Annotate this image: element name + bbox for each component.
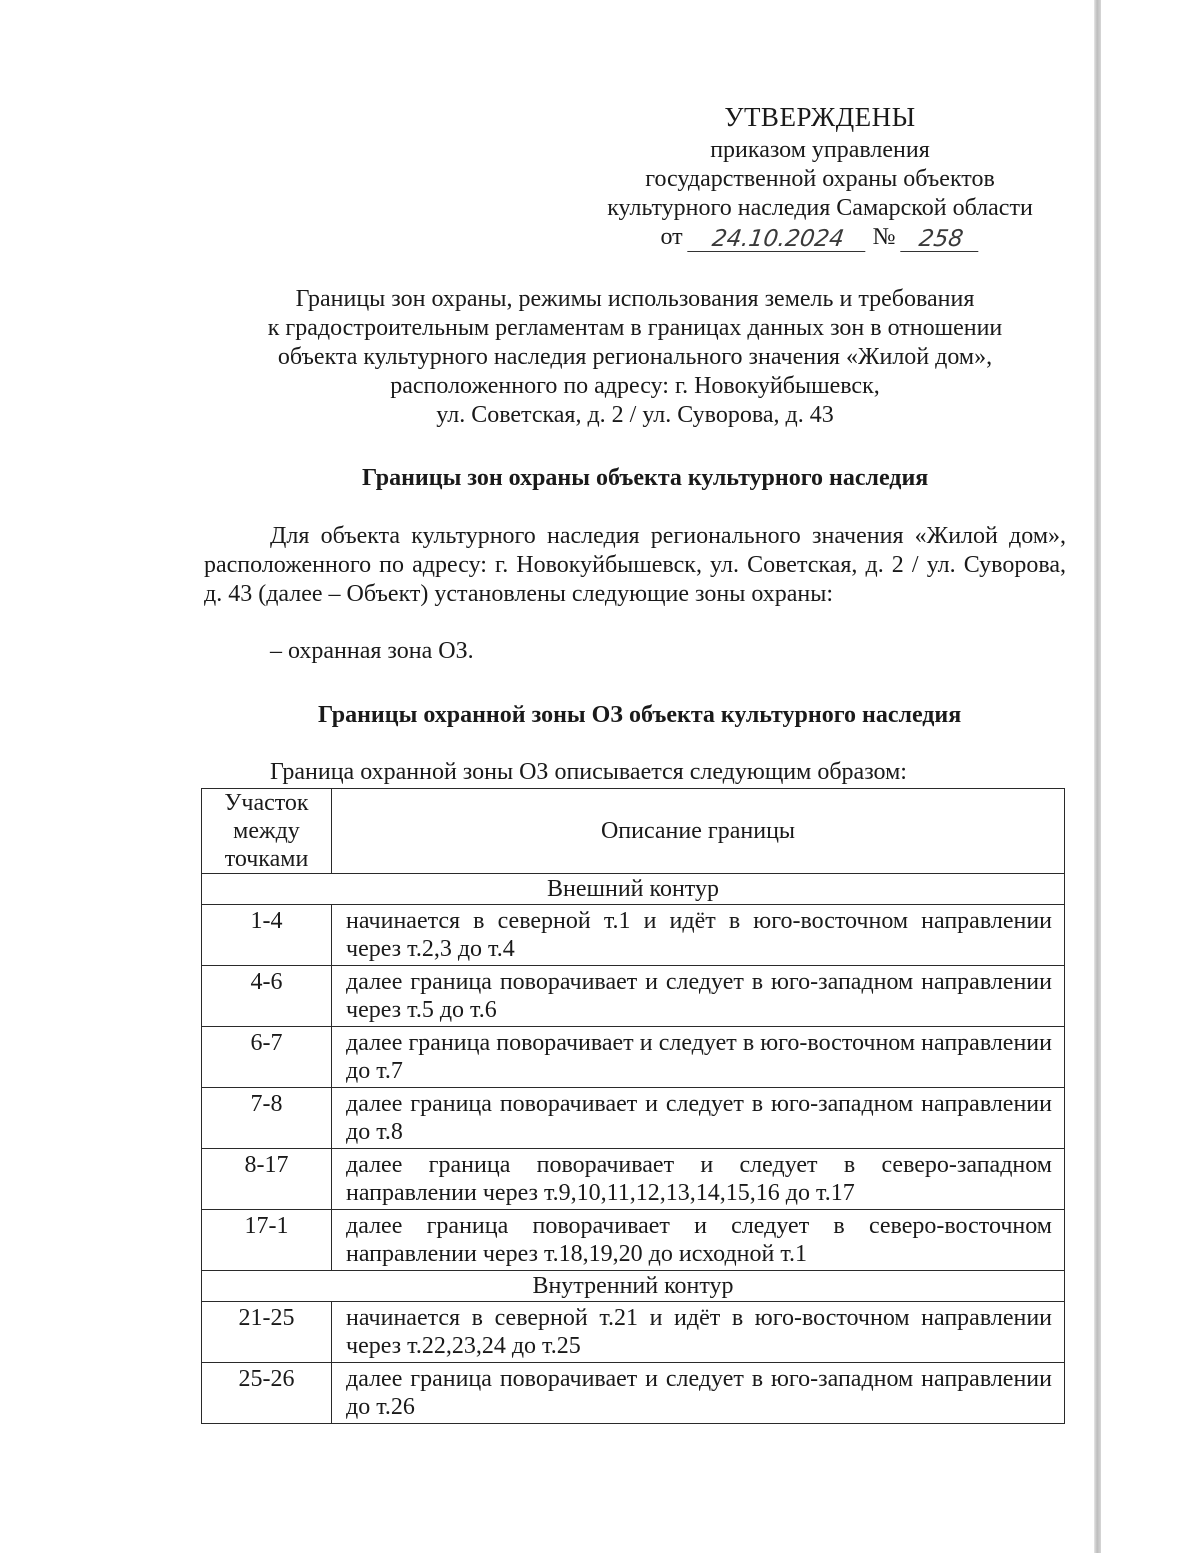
- segment-cell: 1-4: [202, 905, 332, 966]
- inner-contour-row: [202, 1271, 1065, 1302]
- section-title-protection-zones: Границы зон охраны объекта культурного наследия: [362, 465, 929, 491]
- description-cell: далее граница поворачивает и следует в юго-западном направлении до т.8: [332, 1088, 1065, 1149]
- section-title-oz-boundaries: Границы охранной зоны ОЗ объекта культурного наследия: [318, 702, 962, 728]
- table-intro: Граница охранной зоны ОЗ описывается следующим образом:: [270, 759, 907, 785]
- boundary-table: [201, 788, 1065, 1424]
- header-segment-line-1: Участок: [224, 790, 309, 816]
- segment-cell: 17-1: [202, 1210, 332, 1271]
- table-row: [202, 1302, 1065, 1363]
- heading-line-2: к градостроительным регламентам в границах данных зон в отношении: [267, 315, 1003, 341]
- handwritten-order-number: 258: [900, 227, 982, 252]
- description-cell: далее граница поворачивает и следует в юго-восточном направлении до т.7: [332, 1027, 1065, 1088]
- table-row: [202, 1027, 1065, 1088]
- header-description: Описание границы: [332, 789, 1065, 874]
- approval-line-2: государственной охраны объектов: [645, 166, 995, 192]
- description-cell: далее граница поворачивает и следует в юго-западном направлении через т.5 до т.6: [332, 966, 1065, 1027]
- document-heading: [205, 285, 1065, 430]
- table-row: [202, 905, 1065, 966]
- segment-cell: 7-8: [202, 1088, 332, 1149]
- approval-stamp: [560, 98, 1080, 252]
- table-row: [202, 1363, 1065, 1424]
- table-row: [202, 1088, 1065, 1149]
- description-cell: начинается в северной т.1 и идёт в юго-восточном направлении через т.2,3 до т.4: [332, 905, 1065, 966]
- segment-cell: 4-6: [202, 966, 332, 1027]
- heading-line-1: Границы зон охраны, режимы использования земель и требования: [295, 286, 975, 312]
- heading-line-3: объекта культурного наследия регионального значения «Жилой дом»,: [277, 344, 993, 370]
- table-row: [202, 966, 1065, 1027]
- description-cell: далее граница поворачивает и следует в северо-восточном направлении через т.18,19,20 до исходной т.1: [332, 1210, 1065, 1271]
- table-row: [202, 1210, 1065, 1271]
- segment-cell: 6-7: [202, 1027, 332, 1088]
- zone-list-item: – охранная зона ОЗ.: [270, 638, 474, 664]
- segment-cell: 21-25: [202, 1302, 332, 1363]
- zones-paragraph: Для объекта культурного наследия регионального значения «Жилой дом», расположенного по адресу: г. Новокуйбышевск, ул. Советская, д. 2 / ул. Суворова, д. 43 (далее – Объект) установлены следующие зоны охраны:: [204, 523, 1066, 607]
- description-cell: далее граница поворачивает и следует в юго-западном направлении до т.26: [332, 1363, 1065, 1424]
- description-cell: далее граница поворачивает и следует в северо-западном направлении через т.9,10,11,12,13,14,15,16 до т.17: [332, 1149, 1065, 1210]
- segment-cell: 8-17: [202, 1149, 332, 1210]
- header-segment-line-2: между: [233, 818, 300, 844]
- header-segment: [202, 789, 332, 874]
- table-row: [202, 1149, 1065, 1210]
- approval-line-3: культурного наследия Самарской области: [607, 195, 1033, 221]
- order-date-line: [660, 223, 979, 252]
- segment-cell: 25-26: [202, 1363, 332, 1424]
- outer-contour-label: Внешний контур: [202, 874, 1065, 905]
- table-header-row: [202, 789, 1065, 874]
- handwritten-date: 24.10.2024: [687, 227, 869, 252]
- heading-line-5: ул. Советская, д. 2 / ул. Суворова, д. 43: [436, 402, 834, 428]
- description-cell: начинается в северной т.21 и идёт в юго-восточном направлении через т.22,23,24 до т.25: [332, 1302, 1065, 1363]
- number-label: №: [872, 224, 896, 250]
- approval-line-1: приказом управления: [710, 137, 930, 163]
- header-segment-line-3: точками: [224, 846, 309, 872]
- approval-title: УТВЕРЖДЕНЫ: [724, 102, 916, 132]
- outer-contour-row: [202, 874, 1065, 905]
- from-label: от: [660, 224, 683, 250]
- heading-line-4: расположенного по адресу: г. Новокуйбышевск,: [390, 373, 880, 399]
- scan-edge-shadow: [1094, 0, 1101, 1553]
- inner-contour-label: Внутренний контур: [202, 1271, 1065, 1302]
